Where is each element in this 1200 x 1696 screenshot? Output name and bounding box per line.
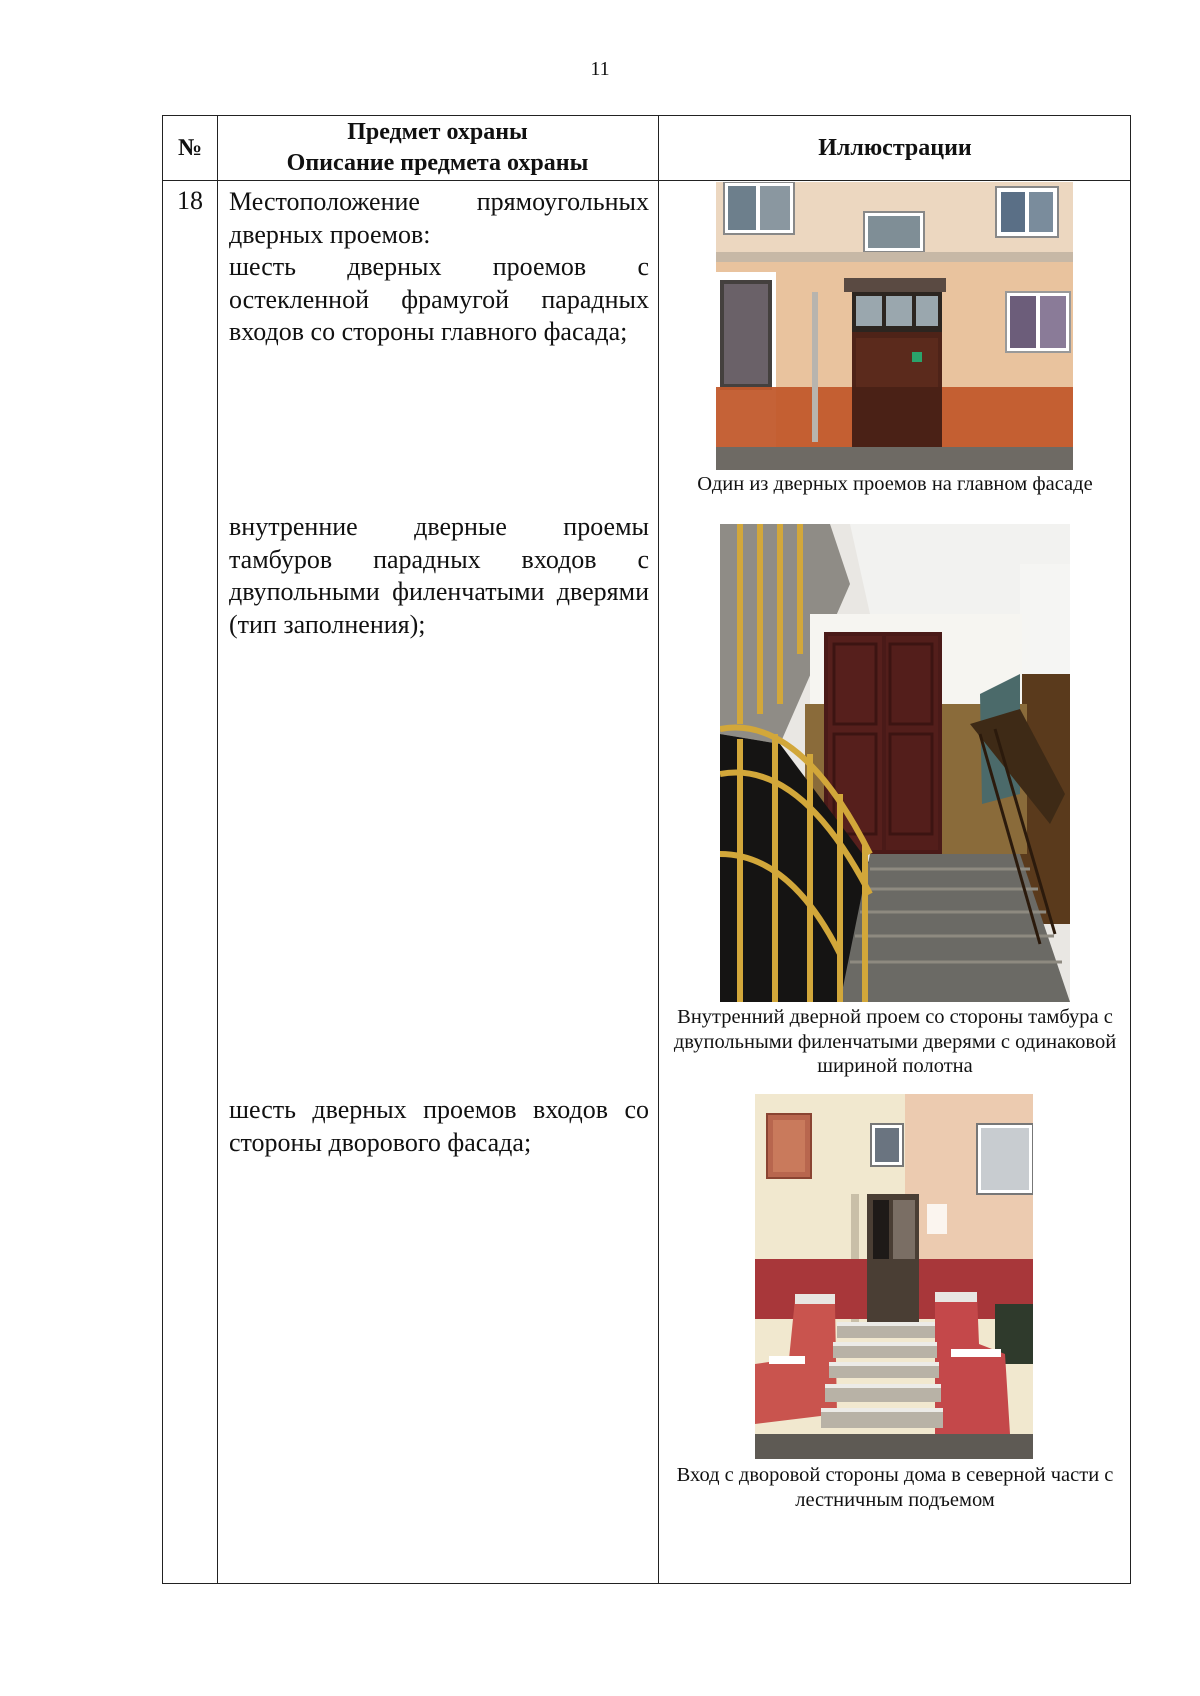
header-illustrations: Иллюстрации [818, 134, 972, 161]
header-number: № [177, 134, 203, 161]
photo-vestibule-double-doors [720, 524, 1070, 1002]
caption-main-facade: Один из дверных проемов на главном фасаде [697, 473, 1093, 495]
column-divider [658, 116, 659, 1583]
header-subject-description: Описание предмета охраны [286, 150, 589, 176]
caption-courtyard: Вход с дворовой стороны дома в северной части с лестничным подъемом [676, 1464, 1114, 1511]
description-main-facade: шесть дверных проемов с остекленной фрамугой парадных входов со стороны главного фасада; [229, 252, 649, 346]
header-subject-title: Предмет охраны [347, 119, 528, 145]
photo-main-facade-entrance [716, 182, 1073, 470]
photo-courtyard-entrance [755, 1094, 1033, 1459]
description-vestibule-doors: внутренние дверные проемы тамбуров парадных входов с двупольными филенчатыми дверями (тип заполнения); [229, 512, 649, 639]
protection-table [162, 115, 1131, 1584]
column-divider [217, 116, 218, 1583]
description-location [229, 186, 649, 349]
header-subject [217, 116, 658, 180]
description-intro: Местоположение прямоугольных дверных проемов: [229, 187, 649, 249]
caption-vestibule: Внутренний дверной проем со стороны тамбура с двупольными филенчатыми дверями с одинаковой шириной полотна [673, 1006, 1117, 1077]
description-courtyard-doors: шесть дверных проемов входов со стороны дворового фасада; [229, 1095, 649, 1157]
row-number: 18 [177, 186, 203, 215]
header-divider [163, 180, 1130, 181]
page-number: 11 [590, 58, 610, 80]
